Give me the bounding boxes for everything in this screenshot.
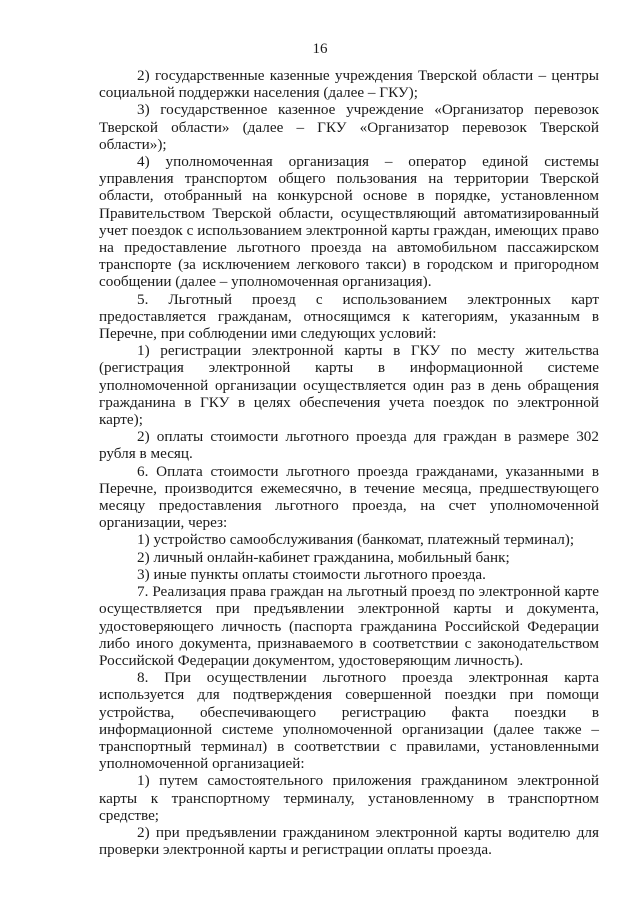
paragraph-clause-6-item-1: 1) устройство самообслуживания (банкомат, платежный терминал); [137,531,575,549]
paragraph-clause-7: 7. Реализация права граждан на льготный проезд по электронной карте осуществляется при предъявлении электронной карты и документа, удостоверяющего личность (паспорта гражданина Российской Федерации либо иного документа, признаваемого в соответствии с законодательством Российской Федерации документом, удостоверяющим личность). [99,583,599,669]
paragraph-item-3-organizer: 3) государственное казенное учреждение «Организатор перевозок Тверской области» (далее – ГКУ «Организатор перевозок Тверской области»); [99,101,599,153]
paragraph-clause-6-item-3: 3) иные пункты оплаты стоимости льготного проезда. [137,565,486,583]
paragraph-item-2-gku: 2) государственные казенные учреждения Тверской области – центры социальной поддержки населения (далее – ГКУ); [99,67,599,102]
paragraph-clause-8: 8. При осуществлении льготного проезда электронная карта используется для подтверждения совершенной поездки при помощи устройства, обеспечивающего регистрацию факта поездки в информационной системе уполномоченной организации (далее также – транспортный терминал) в соответствии с правилами, установленными уполномоченной организацией: [99,669,599,773]
paragraph-clause-8-item-1: 1) путем самостоятельного приложения гражданином электронной карты к транспортному терминалу, установленному в транспортном средстве; [99,772,599,824]
paragraph-clause-5-item-2: 2) оплаты стоимости льготного проезда для граждан в размере 302 рубля в месяц. [99,428,599,463]
paragraph-clause-5: 5. Льготный проезд с использованием электронных карт предоставляется гражданам, относящимся к категориям, указанным в Перечне, при соблюдении ими следующих условий: [99,290,599,343]
paragraph-clause-6-item-2: 2) личный онлайн-кабинет гражданина, мобильный банк; [137,548,510,566]
document-body [99,67,599,858]
paragraph-clause-8-item-2: 2) при предъявлении гражданином электронной карты водителю для проверки электронной карты и регистрации оплаты проезда. [99,823,599,859]
paragraph-clause-5-item-1: 1) регистрации электронной карты в ГКУ по месту жительства (регистрация электронной карты в информационной системе уполномоченной организации осуществляется один раз в день обращения гражданина в ГКУ в целях обеспечения учета поездок по электронной карте); [99,342,599,429]
paragraph-clause-6: 6. Оплата стоимости льготного проезда гражданами, указанными в Перечне, производится ежемесячно, в течение месяца, предшествующего месяцу предоставления льготного проезда, на счет уполномоченной организации, через: [99,462,599,532]
paragraph-item-4-authorized-org: 4) уполномоченная организация – оператор единой системы управления транспортом общего пользования на территории Тверской области, отобранный на конкурсной основе в порядке, установленном Правительством Тверской области, осуществляющий автоматизированный учет поездок с использованием электронной карты граждан, имеющих право на предоставление льготного проезда на автомобильном пассажирском транспорте (за исключением легкового такси) в городском и пригородном сообщении (далее – уполномоченная организация). [99,153,599,291]
page-number: 16 [312,41,328,57]
